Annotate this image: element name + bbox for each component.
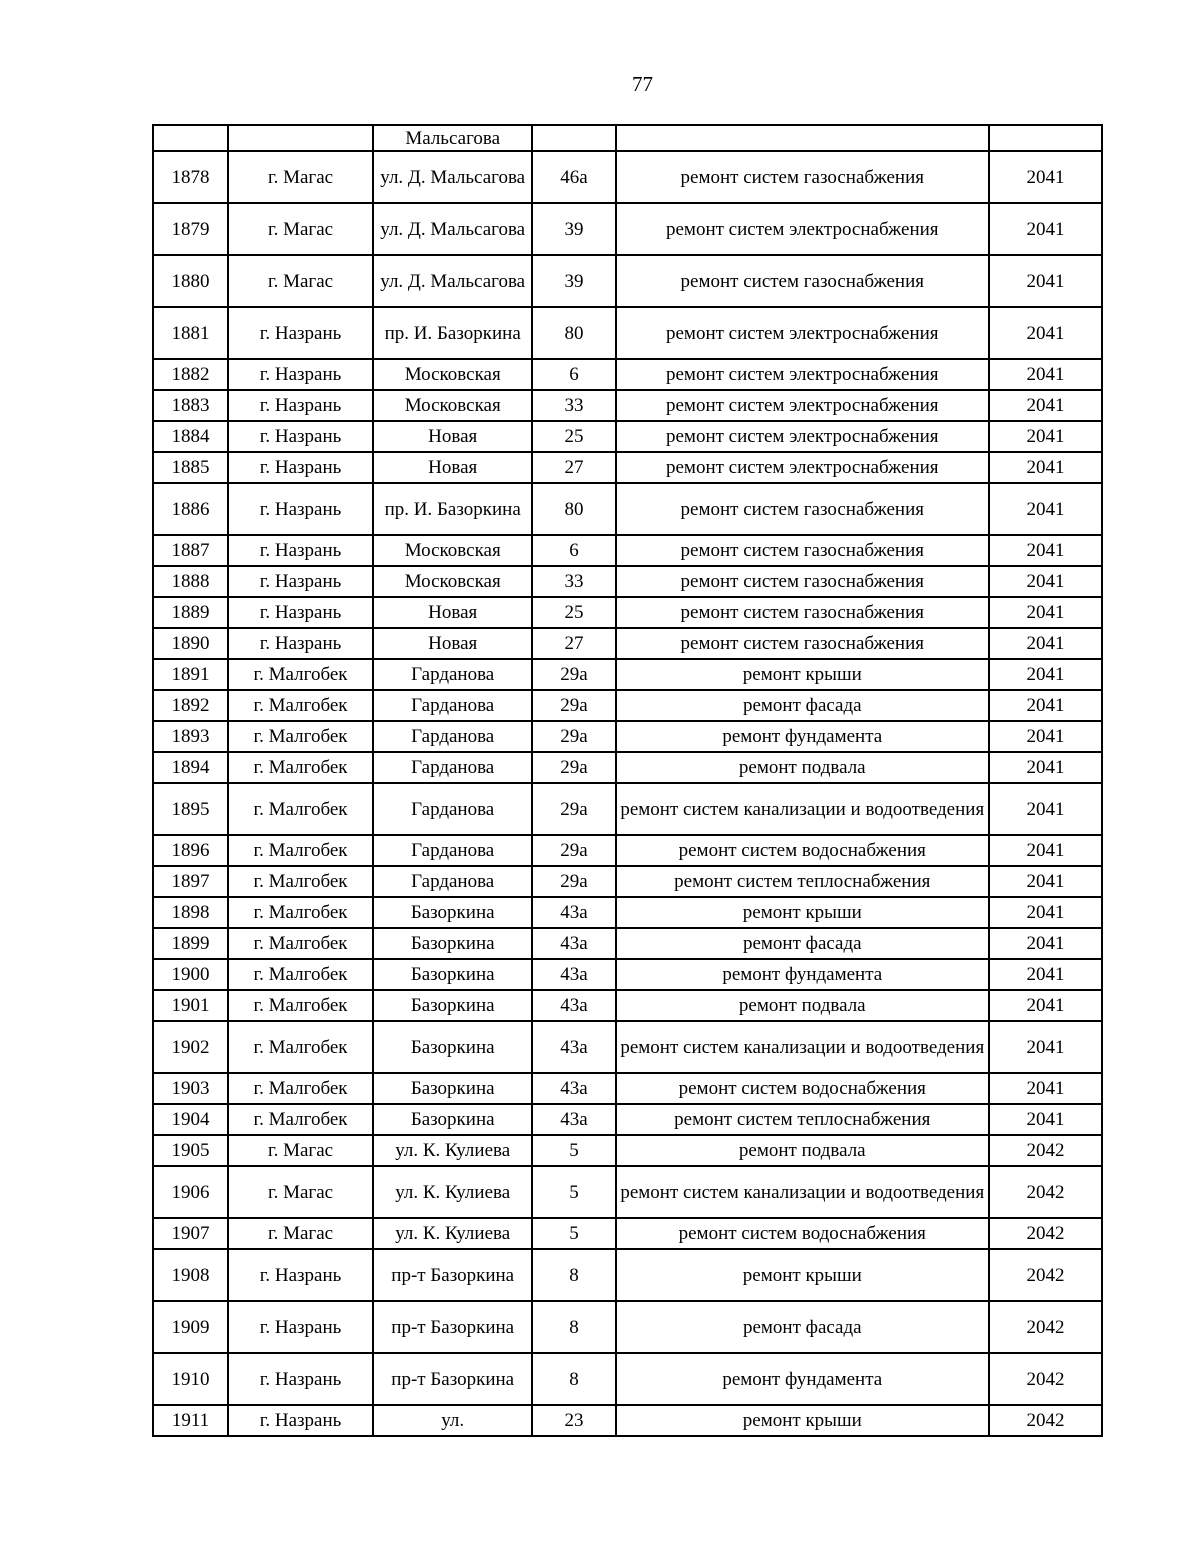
city-cell: г. Малгобек [228, 897, 373, 928]
city-cell: г. Назрань [228, 421, 373, 452]
street-cell: Гарданова [373, 721, 532, 752]
house-number-cell: 39 [532, 255, 615, 307]
row-number-cell: 1887 [153, 535, 228, 566]
row-number-cell: 1895 [153, 783, 228, 835]
city-cell: г. Назрань [228, 566, 373, 597]
year-cell: 2041 [989, 1021, 1102, 1073]
work-type-cell: ремонт фасада [616, 690, 989, 721]
city-cell: г. Малгобек [228, 928, 373, 959]
row-number-cell: 1903 [153, 1073, 228, 1104]
work-type-cell: ремонт систем канализации и водоотведения [616, 1166, 989, 1218]
year-cell: 2042 [989, 1301, 1102, 1353]
street-cell: ул. Д. Мальсагова [373, 203, 532, 255]
house-number-cell: 8 [532, 1249, 615, 1301]
row-number-cell: 1879 [153, 203, 228, 255]
year-cell: 2041 [989, 1073, 1102, 1104]
table-row [153, 866, 1102, 897]
house-number-cell: 29а [532, 690, 615, 721]
house-number-cell: 8 [532, 1353, 615, 1405]
row-number-cell: 1896 [153, 835, 228, 866]
row-number-cell: 1894 [153, 752, 228, 783]
street-cell: пр-т Базоркина [373, 1353, 532, 1405]
year-cell: 2041 [989, 959, 1102, 990]
house-number-cell: 5 [532, 1218, 615, 1249]
table-row [153, 483, 1102, 535]
house-number-cell: 29а [532, 752, 615, 783]
row-number-cell: 1902 [153, 1021, 228, 1073]
street-cell: Новая [373, 597, 532, 628]
house-number-cell: 6 [532, 535, 615, 566]
house-number-cell: 43а [532, 1104, 615, 1135]
row-number-cell: 1910 [153, 1353, 228, 1405]
row-number-cell: 1907 [153, 1218, 228, 1249]
year-cell: 2041 [989, 535, 1102, 566]
street-cell: Гарданова [373, 866, 532, 897]
house-number-cell: 46а [532, 151, 615, 203]
table-row [153, 390, 1102, 421]
city-cell: г. Малгобек [228, 690, 373, 721]
repair-schedule-table [152, 124, 1103, 1437]
year-cell: 2041 [989, 151, 1102, 203]
year-cell: 2041 [989, 897, 1102, 928]
street-cell: Базоркина [373, 928, 532, 959]
work-type-cell: ремонт подвала [616, 752, 989, 783]
table-row [153, 835, 1102, 866]
table-row [153, 783, 1102, 835]
city-cell: г. Назрань [228, 483, 373, 535]
row-number-cell: 1898 [153, 897, 228, 928]
table-row [153, 307, 1102, 359]
work-type-cell: ремонт фасада [616, 928, 989, 959]
year-cell: 2041 [989, 307, 1102, 359]
work-type-cell: ремонт систем газоснабжения [616, 628, 989, 659]
table-row [153, 1301, 1102, 1353]
house-number-cell: 8 [532, 1301, 615, 1353]
house-number-cell: 39 [532, 203, 615, 255]
table-row [153, 597, 1102, 628]
row-number-cell: 1888 [153, 566, 228, 597]
house-number-cell: 29а [532, 659, 615, 690]
work-type-cell: ремонт систем электроснабжения [616, 452, 989, 483]
table-row [153, 752, 1102, 783]
city-cell: г. Назрань [228, 359, 373, 390]
house-number-cell: 5 [532, 1166, 615, 1218]
work-type-cell: ремонт фундамента [616, 721, 989, 752]
street-cell: ул. Д. Мальсагова [373, 151, 532, 203]
table-row [153, 628, 1102, 659]
year-cell: 2042 [989, 1135, 1102, 1166]
street-cell: Гарданова [373, 783, 532, 835]
city-cell: г. Малгобек [228, 959, 373, 990]
row-number-cell: 1905 [153, 1135, 228, 1166]
house-number-cell: 33 [532, 566, 615, 597]
row-number-cell: 1909 [153, 1301, 228, 1353]
street-cell: пр. И. Базоркина [373, 307, 532, 359]
street-cell: Базоркина [373, 1104, 532, 1135]
house-number-cell: 43а [532, 959, 615, 990]
street-cell: Новая [373, 452, 532, 483]
row-number-cell: 1901 [153, 990, 228, 1021]
row-number-cell: 1891 [153, 659, 228, 690]
table-row [153, 721, 1102, 752]
work-type-cell: ремонт систем электроснабжения [616, 307, 989, 359]
city-cell: г. Назрань [228, 307, 373, 359]
house-number-cell: 5 [532, 1135, 615, 1166]
page-number: 77 [632, 72, 653, 96]
house-number-cell: 27 [532, 628, 615, 659]
city-cell: г. Назрань [228, 597, 373, 628]
street-cell: Новая [373, 421, 532, 452]
year-cell: 2041 [989, 835, 1102, 866]
table-row [153, 1353, 1102, 1405]
table-row [153, 690, 1102, 721]
house-number-cell: 6 [532, 359, 615, 390]
house-number-cell [532, 125, 615, 151]
street-cell: ул. К. Кулиева [373, 1218, 532, 1249]
city-cell: г. Малгобек [228, 721, 373, 752]
year-cell: 2042 [989, 1218, 1102, 1249]
year-cell: 2041 [989, 928, 1102, 959]
house-number-cell: 23 [532, 1405, 615, 1436]
work-type-cell: ремонт крыши [616, 897, 989, 928]
row-number-cell: 1906 [153, 1166, 228, 1218]
city-cell: г. Малгобек [228, 659, 373, 690]
row-number-cell: 1884 [153, 421, 228, 452]
table-row [153, 1104, 1102, 1135]
work-type-cell: ремонт фундамента [616, 959, 989, 990]
street-cell: ул. Д. Мальсагова [373, 255, 532, 307]
street-cell: Московская [373, 535, 532, 566]
row-number-cell: 1893 [153, 721, 228, 752]
work-type-cell: ремонт подвала [616, 990, 989, 1021]
street-cell: Базоркина [373, 897, 532, 928]
table-row [153, 151, 1102, 203]
house-number-cell: 80 [532, 483, 615, 535]
year-cell: 2041 [989, 566, 1102, 597]
year-cell: 2041 [989, 990, 1102, 1021]
city-cell: г. Малгобек [228, 1021, 373, 1073]
work-type-cell: ремонт систем газоснабжения [616, 597, 989, 628]
row-number-cell: 1904 [153, 1104, 228, 1135]
house-number-cell: 29а [532, 866, 615, 897]
city-cell: г. Назрань [228, 535, 373, 566]
table-row [153, 203, 1102, 255]
city-cell: г. Малгобек [228, 990, 373, 1021]
row-number-cell: 1890 [153, 628, 228, 659]
street-cell: Гарданова [373, 659, 532, 690]
table-row [153, 659, 1102, 690]
table-row [153, 897, 1102, 928]
year-cell: 2041 [989, 597, 1102, 628]
year-cell: 2041 [989, 483, 1102, 535]
year-cell: 2041 [989, 203, 1102, 255]
work-type-cell: ремонт крыши [616, 659, 989, 690]
table-row [153, 1249, 1102, 1301]
row-number-cell: 1880 [153, 255, 228, 307]
work-type-cell: ремонт систем канализации и водоотведения [616, 783, 989, 835]
street-cell: Гарданова [373, 690, 532, 721]
street-cell: Базоркина [373, 959, 532, 990]
city-cell: г. Магас [228, 203, 373, 255]
row-number-cell: 1892 [153, 690, 228, 721]
house-number-cell: 43а [532, 928, 615, 959]
table-row [153, 1218, 1102, 1249]
street-cell: Московская [373, 566, 532, 597]
street-cell: Гарданова [373, 752, 532, 783]
city-cell: г. Назрань [228, 1353, 373, 1405]
street-cell: Базоркина [373, 1073, 532, 1104]
table-row [153, 452, 1102, 483]
house-number-cell: 43а [532, 1021, 615, 1073]
street-cell: Московская [373, 359, 532, 390]
year-cell: 2041 [989, 783, 1102, 835]
house-number-cell: 27 [532, 452, 615, 483]
house-number-cell: 29а [532, 783, 615, 835]
work-type-cell: ремонт систем газоснабжения [616, 151, 989, 203]
table-row [153, 928, 1102, 959]
row-number-cell: 1897 [153, 866, 228, 897]
city-cell: г. Назрань [228, 628, 373, 659]
street-cell: Базоркина [373, 1021, 532, 1073]
year-cell: 2041 [989, 690, 1102, 721]
work-type-cell: ремонт систем водоснабжения [616, 835, 989, 866]
work-type-cell: ремонт систем газоснабжения [616, 483, 989, 535]
table-row [153, 1073, 1102, 1104]
year-cell: 2041 [989, 359, 1102, 390]
street-cell: Мальсагова [373, 125, 532, 151]
table-row [153, 959, 1102, 990]
table-row [153, 125, 1102, 151]
work-type-cell: ремонт систем электроснабжения [616, 421, 989, 452]
work-type-cell: ремонт фасада [616, 1301, 989, 1353]
house-number-cell: 80 [532, 307, 615, 359]
work-type-cell: ремонт крыши [616, 1249, 989, 1301]
year-cell: 2042 [989, 1405, 1102, 1436]
row-number-cell: 1883 [153, 390, 228, 421]
table-row [153, 1166, 1102, 1218]
work-type-cell: ремонт систем теплоснабжения [616, 1104, 989, 1135]
work-type-cell: ремонт систем газоснабжения [616, 566, 989, 597]
street-cell: пр-т Базоркина [373, 1301, 532, 1353]
street-cell: Новая [373, 628, 532, 659]
work-type-cell: ремонт систем электроснабжения [616, 203, 989, 255]
table-row [153, 1021, 1102, 1073]
row-number-cell: 1889 [153, 597, 228, 628]
row-number-cell: 1899 [153, 928, 228, 959]
house-number-cell: 43а [532, 897, 615, 928]
house-number-cell: 33 [532, 390, 615, 421]
year-cell: 2041 [989, 628, 1102, 659]
table-body [153, 125, 1102, 1436]
row-number-cell: 1882 [153, 359, 228, 390]
work-type-cell: ремонт систем водоснабжения [616, 1218, 989, 1249]
city-cell: г. Магас [228, 1218, 373, 1249]
city-cell: г. Малгобек [228, 835, 373, 866]
house-number-cell: 25 [532, 597, 615, 628]
house-number-cell: 43а [532, 1073, 615, 1104]
year-cell: 2041 [989, 421, 1102, 452]
table-row [153, 566, 1102, 597]
city-cell: г. Малгобек [228, 783, 373, 835]
row-number-cell: 1886 [153, 483, 228, 535]
row-number-cell: 1881 [153, 307, 228, 359]
house-number-cell: 43а [532, 990, 615, 1021]
work-type-cell: ремонт систем теплоснабжения [616, 866, 989, 897]
city-cell: г. Малгобек [228, 1073, 373, 1104]
year-cell: 2041 [989, 255, 1102, 307]
city-cell: г. Назрань [228, 390, 373, 421]
year-cell: 2041 [989, 752, 1102, 783]
city-cell: г. Назрань [228, 1405, 373, 1436]
city-cell: г. Малгобек [228, 866, 373, 897]
table-row [153, 359, 1102, 390]
year-cell [989, 125, 1102, 151]
row-number-cell: 1911 [153, 1405, 228, 1436]
city-cell: г. Магас [228, 1135, 373, 1166]
city-cell [228, 125, 373, 151]
work-type-cell: ремонт систем водоснабжения [616, 1073, 989, 1104]
row-number-cell: 1878 [153, 151, 228, 203]
year-cell: 2041 [989, 390, 1102, 421]
street-cell: Московская [373, 390, 532, 421]
row-number-cell: 1900 [153, 959, 228, 990]
street-cell: пр-т Базоркина [373, 1249, 532, 1301]
street-cell: Гарданова [373, 835, 532, 866]
city-cell: г. Магас [228, 255, 373, 307]
work-type-cell: ремонт систем газоснабжения [616, 255, 989, 307]
work-type-cell: ремонт фундамента [616, 1353, 989, 1405]
work-type-cell: ремонт систем электроснабжения [616, 359, 989, 390]
year-cell: 2041 [989, 1104, 1102, 1135]
city-cell: г. Назрань [228, 452, 373, 483]
city-cell: г. Магас [228, 1166, 373, 1218]
table-row [153, 1405, 1102, 1436]
city-cell: г. Малгобек [228, 1104, 373, 1135]
street-cell: ул. К. Кулиева [373, 1166, 532, 1218]
year-cell: 2042 [989, 1249, 1102, 1301]
city-cell: г. Малгобек [228, 752, 373, 783]
work-type-cell: ремонт систем газоснабжения [616, 535, 989, 566]
street-cell: ул. К. Кулиева [373, 1135, 532, 1166]
year-cell: 2041 [989, 866, 1102, 897]
year-cell: 2041 [989, 721, 1102, 752]
row-number-cell: 1885 [153, 452, 228, 483]
year-cell: 2042 [989, 1166, 1102, 1218]
year-cell: 2042 [989, 1353, 1102, 1405]
work-type-cell: ремонт систем электроснабжения [616, 390, 989, 421]
house-number-cell: 29а [532, 721, 615, 752]
table-row [153, 990, 1102, 1021]
street-cell: ул. [373, 1405, 532, 1436]
work-type-cell: ремонт систем канализации и водоотведения [616, 1021, 989, 1073]
city-cell: г. Назрань [228, 1301, 373, 1353]
work-type-cell: ремонт подвала [616, 1135, 989, 1166]
work-type-cell [616, 125, 989, 151]
house-number-cell: 25 [532, 421, 615, 452]
house-number-cell: 29а [532, 835, 615, 866]
year-cell: 2041 [989, 452, 1102, 483]
street-cell: пр. И. Базоркина [373, 483, 532, 535]
work-type-cell: ремонт крыши [616, 1405, 989, 1436]
table-row [153, 421, 1102, 452]
row-number-cell [153, 125, 228, 151]
table-row [153, 1135, 1102, 1166]
city-cell: г. Назрань [228, 1249, 373, 1301]
table-row [153, 255, 1102, 307]
street-cell: Базоркина [373, 990, 532, 1021]
year-cell: 2041 [989, 659, 1102, 690]
row-number-cell: 1908 [153, 1249, 228, 1301]
table-row [153, 535, 1102, 566]
city-cell: г. Магас [228, 151, 373, 203]
